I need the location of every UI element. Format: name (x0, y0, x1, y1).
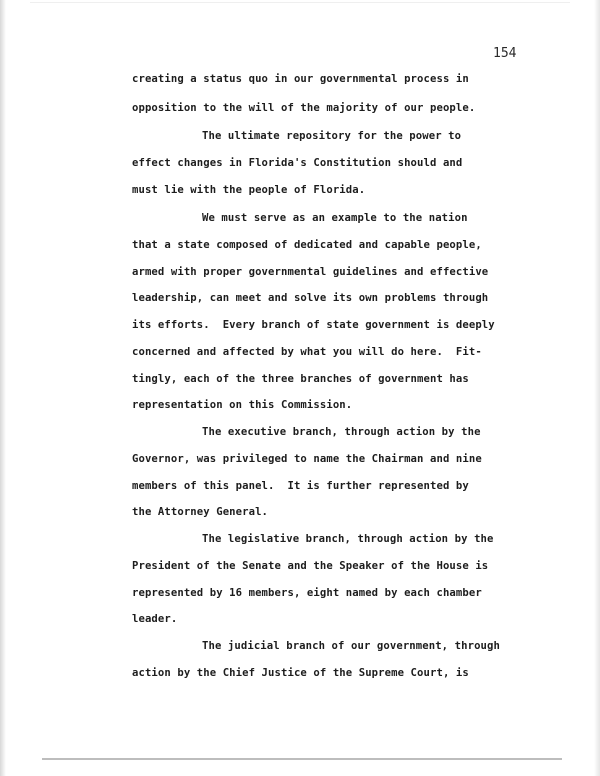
text-line: leader. (132, 613, 178, 625)
text-line: action by the Chief Justice of the Supreme Court, is (132, 667, 469, 679)
text-line: that a state composed of dedicated and capable people, (132, 239, 482, 251)
text-line: the Attorney General. (132, 506, 269, 518)
top-edge-line (30, 2, 570, 3)
text-line: leadership, can meet and solve its own problems through (132, 292, 489, 304)
text-line: opposition to the will of the majority of our people. (132, 102, 476, 114)
text-line: represented by 16 members, eight named by each chamber (132, 587, 482, 599)
page-number: 154 (493, 46, 517, 61)
bottom-edge-line (42, 758, 562, 760)
text-line: its efforts. Every branch of state government is deeply (132, 319, 495, 331)
text-line: The executive branch, through action by the (202, 426, 481, 438)
text-line: must lie with the people of Florida. (132, 184, 366, 196)
text-line: members of this panel. It is further represented by (132, 480, 469, 492)
text-line: tingly, each of the three branches of government has (132, 373, 469, 385)
page-left-edge (0, 0, 6, 776)
text-line: We must serve as an example to the nation (202, 212, 468, 224)
text-line: effect changes in Florida's Constitution should and (132, 157, 463, 169)
text-line: armed with proper governmental guidelines and effective (132, 266, 489, 278)
text-line: representation on this Commission. (132, 399, 353, 411)
text-line: President of the Senate and the Speaker of the House is (132, 560, 489, 572)
text-line: The legislative branch, through action by the (202, 533, 494, 545)
page-right-edge (594, 0, 600, 776)
text-line: The ultimate repository for the power to (202, 130, 462, 142)
text-line: concerned and affected by what you will do here. Fit- (132, 346, 482, 358)
text-line: creating a status quo in our governmental process in (132, 73, 469, 85)
text-line: Governor, was privileged to name the Chairman and nine (132, 453, 482, 465)
text-line: The judicial branch of our government, through (202, 640, 500, 652)
